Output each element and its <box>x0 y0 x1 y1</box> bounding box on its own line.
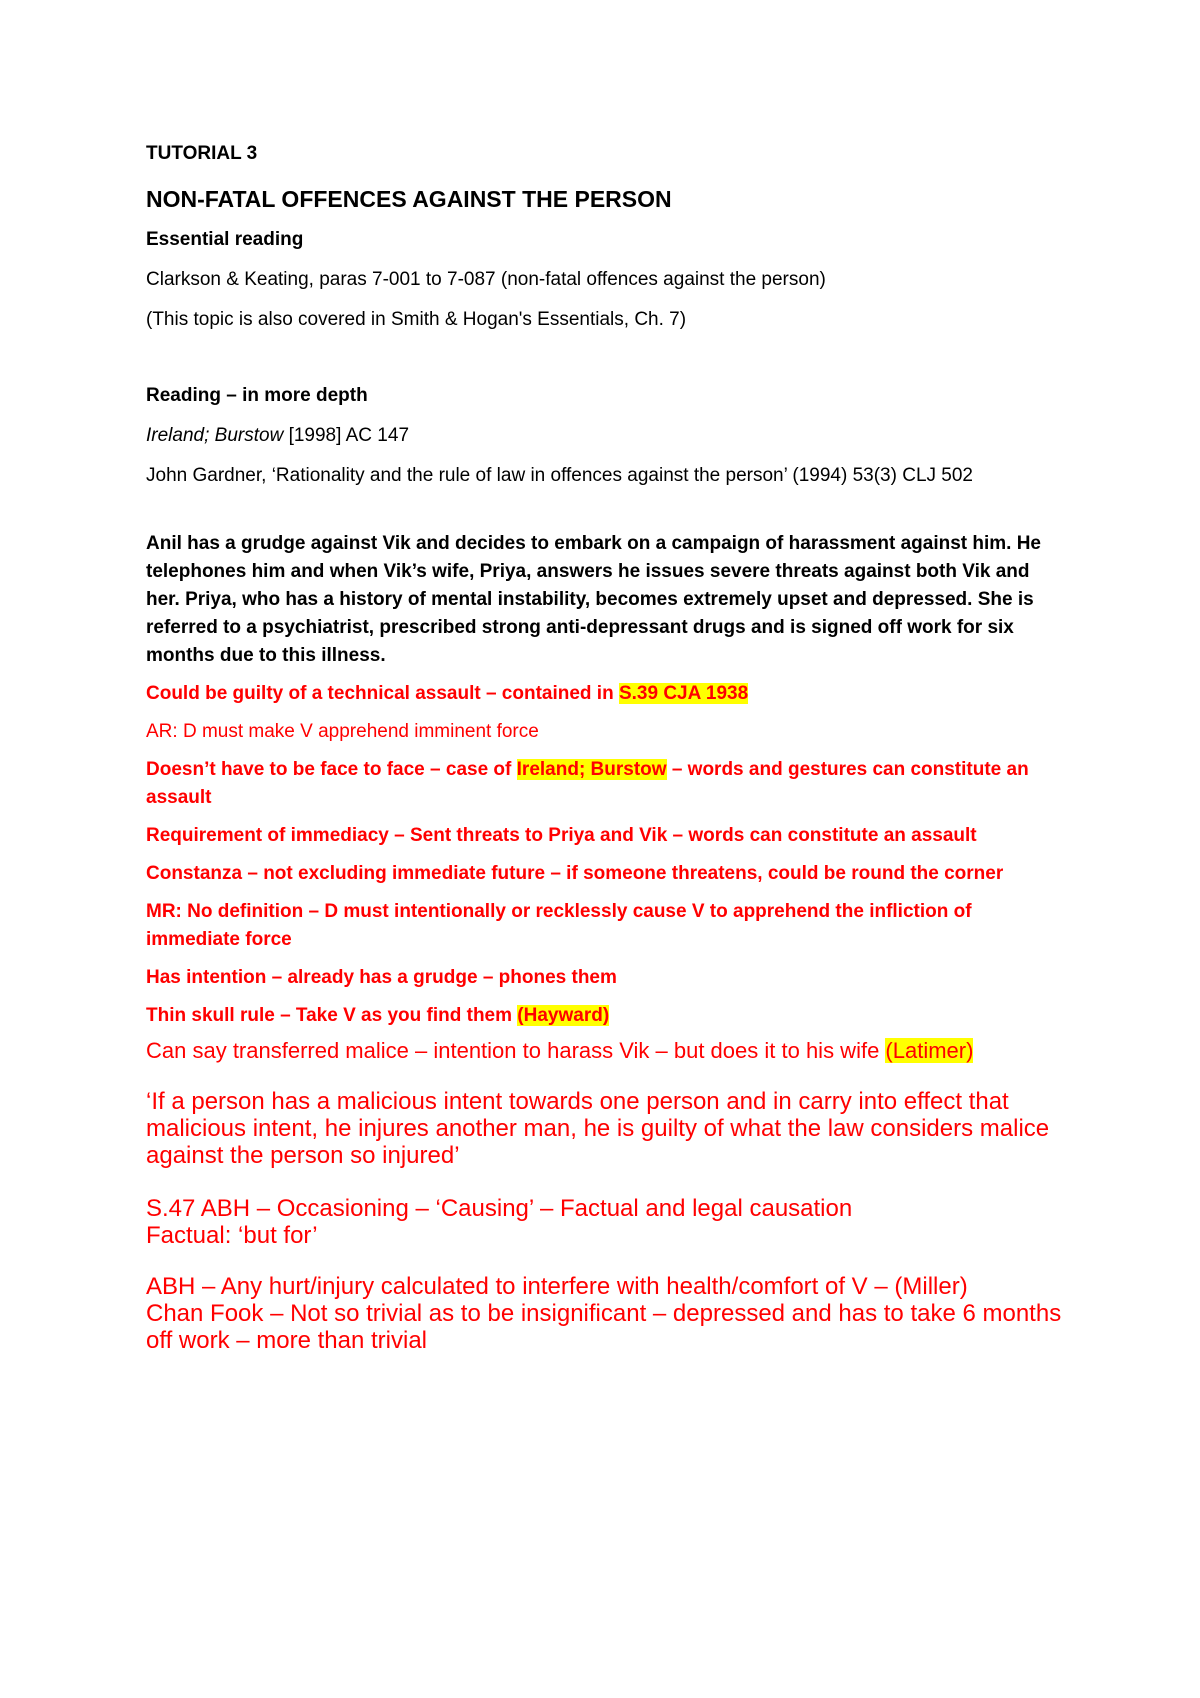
answer-note <box>146 1038 1066 1064</box>
highlighted-reference: (Hayward) <box>517 1005 610 1026</box>
further-reading-item <box>146 422 1066 450</box>
note-text: Doesn’t have to be face to face – case of <box>146 759 517 780</box>
answer-note: Requirement of immediacy – Sent threats to Priya and Vik – words can constitute an assault <box>146 825 977 846</box>
tutorial-number: TUTORIAL 3 <box>146 143 258 164</box>
answer-note: S.47 ABH – Occasioning – ‘Causing’ – Factual and legal causation <box>146 1195 853 1222</box>
answer-note: Constanza – not excluding immediate future – if someone threatens, could be round the corner <box>146 863 1004 884</box>
answer-note <box>146 1002 1066 1030</box>
essential-reading-heading: Essential reading <box>146 229 304 250</box>
answer-note: Chan Fook – Not so trivial as to be insignificant – depressed and has to take 6 months off work – more than trivial <box>146 1300 1062 1354</box>
problem-scenario: Anil has a grudge against Vik and decides to embark on a campaign of harassment against him. He telephones him and when Vik’s wife, Priya, answers he issues severe threats against both Vik and her. Priya, who has a history of mental instability, becomes extremely upset and depressed. She is referred to a psychiatrist, prescribed strong anti-depressant drugs and is signed off work for six months due to this illness. <box>146 533 1042 666</box>
page-title: NON-FATAL OFFENCES AGAINST THE PERSON <box>146 186 672 212</box>
answer-note: AR: D must make V apprehend imminent force <box>146 721 539 742</box>
document-body <box>146 140 1066 1354</box>
note-text: Could be guilty of a technical assault – contained in <box>146 683 619 704</box>
case-citation: [1998] AC 147 <box>283 425 410 446</box>
note-text: Thin skull rule – Take V as you find them <box>146 1005 518 1026</box>
answer-note: Has intention – already has a grudge – phones them <box>146 967 617 988</box>
essential-reading-item: (This topic is also covered in Smith & Hogan's Essentials, Ch. 7) <box>146 309 687 330</box>
further-reading-heading: Reading – in more depth <box>146 385 368 406</box>
further-reading-item: John Gardner, ‘Rationality and the rule of law in offences against the person’ (1994) 53(3) CLJ 502 <box>146 465 974 486</box>
quotation: ‘If a person has a malicious intent towards one person and in carry into effect that malicious intent, he injures another man, he is guilty of what the law considers malice against the person so injured’ <box>146 1088 1050 1169</box>
essential-reading-item: Clarkson & Keating, paras 7-001 to 7-087 (non-fatal offences against the person) <box>146 269 826 290</box>
note-text: – words and gestures can constitute an assault <box>146 759 1029 808</box>
answer-note: MR: No definition – D must intentionally or recklessly cause V to apprehend the infliction of immediate force <box>146 901 972 950</box>
highlighted-reference: Ireland; Burstow <box>516 759 667 780</box>
answer-note <box>146 756 1066 812</box>
note-text: Can say transferred malice – intention to harass Vik – but does it to his wife <box>146 1038 886 1063</box>
answer-note: Factual: ‘but for’ <box>146 1222 318 1249</box>
answer-note: ABH – Any hurt/injury calculated to interfere with health/comfort of V – (Miller) <box>146 1273 968 1300</box>
highlighted-reference: (Latimer) <box>885 1038 974 1063</box>
case-name: Ireland; Burstow <box>146 425 284 446</box>
answer-note <box>146 680 1066 708</box>
highlighted-reference: S.39 CJA 1938 <box>618 683 749 704</box>
